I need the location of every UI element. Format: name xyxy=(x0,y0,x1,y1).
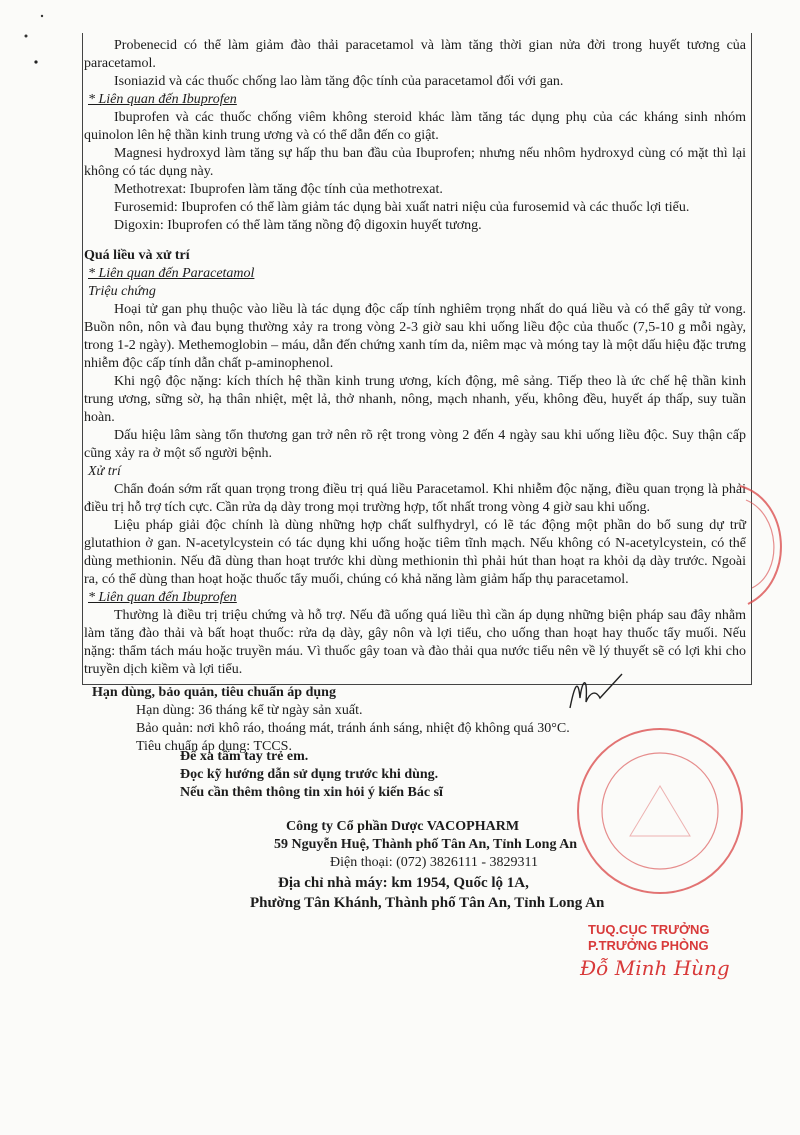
company-address: 59 Nguyễn Huệ, Thành phố Tân An, Tỉnh Long An xyxy=(274,837,578,852)
symptoms-heading: Triệu chứng xyxy=(88,284,156,299)
handwritten-initials xyxy=(560,668,630,718)
company-block xyxy=(250,818,750,912)
company-name: Công ty Cổ phần Dược VACOPHARM xyxy=(286,819,520,834)
leaflet-body xyxy=(84,37,746,679)
symptom-paragraph: Khi ngộ độc nặng: kích thích hệ thần kinh trung ương, kích động, mê sảng. Tiếp theo là ức chế hệ thần kinh trung ương, sững sờ, hạ thân nhiệt, mệt lả, thở nhanh, nông, mạch nhanh, yếu, không đều, huyết áp thấp, suy tuần hoàn. xyxy=(84,374,746,425)
approval-subtitle: P.TRƯỞNG PHÒNG xyxy=(588,938,709,953)
company-phone: Điện thoại: (072) 3826111 - 3829311 xyxy=(330,855,539,870)
treatment-heading: Xử trí xyxy=(88,464,121,479)
treatment-paragraph: Liệu pháp giải độc chính là dùng những hợp chất sulfhydryl, có lẽ tác động một phần do bổ sung dự trữ glutathion ở gan. N-acetylcystein có tác dụng khi uống hoặc tiêm tĩnh mạch. Nếu không có N-acetylcystein, có thể dùng methionin. Nếu đã dùng than hoạt trước khi dùng methionin thì phải hút than hoạt ra khỏi dạ dày trước. Ngoài ra, có thể dùng than hoạt hoặc thuốc tẩy muối, chúng có khả năng làm giảm hấp thụ paracetamol. xyxy=(84,518,746,587)
warning-line: Để xa tầm tay trẻ em. xyxy=(180,749,309,764)
symptom-paragraph: Hoại tử gan phụ thuộc vào liều là tác dụng độc cấp tính nghiêm trọng nhất do quá liều và có thể gây tử vong. Buồn nôn, nôn và đau bụng thường xảy ra trong vòng 2-3 giờ sau khi uống liều độc của thuốc (7,5-10 g mỗi ngày, trong 1-2 ngày). Methemoglobin – máu, dẫn đến chứng xanh tím da, niêm mạc và móng tay là một dấu hiệu đặc trưng nhiễm độc cấp tính dẫn chất p-aminophenol. xyxy=(84,302,746,371)
interaction-probenecid: Probenecid có thể làm giảm đào thải paracetamol và làm tăng thời gian nửa đời trong huyết tương của paracetamol. xyxy=(84,38,746,71)
interaction-magnesi: Magnesi hydroxyd làm tăng sự hấp thu ban đầu của Ibuprofen; nhưng nếu nhôm hydroxyd cùng có mặt thì lại không có tác dụng này. xyxy=(84,146,746,179)
applied-standard: Tiêu chuẩn áp dụng: TCCS. xyxy=(136,739,292,754)
storage-heading: Hạn dùng, bảo quản, tiêu chuẩn áp dụng xyxy=(92,685,336,700)
ibuprofen-interaction-heading: * Liên quan đến Ibuprofen xyxy=(88,92,237,107)
symptom-paragraph: Dấu hiệu lâm sàng tổn thương gan trở nên rõ rệt trong vòng 2 đến 4 ngày sau khi uống liều độc. Suy thận cấp cũng xảy ra ở một số người bệnh. xyxy=(84,428,746,461)
storage-conditions: Bảo quản: nơi khô ráo, thoáng mát, tránh ánh sáng, nhiệt độ không quá 30°C. xyxy=(136,721,570,736)
warning-line: Đọc kỹ hướng dẫn sử dụng trước khi dùng. xyxy=(180,767,439,782)
scan-specks xyxy=(20,10,60,70)
interaction-digoxin: Digoxin: Ibuprofen có thể làm tăng nồng độ digoxin huyết tương. xyxy=(114,218,482,233)
overdose-heading: Quá liều và xử trí xyxy=(84,248,190,263)
approval-signature: Đỗ Minh Hùng xyxy=(580,956,730,980)
treatment-paragraph: Chẩn đoán sớm rất quan trọng trong điều trị quá liều Paracetamol. Khi nhiễm độc nặng, điều quan trọng là phải điều trị hỗ trợ tích cực. Cần rửa dạ dày trong mọi trường hợp, tốt nhất trong vòng 4 giờ sau khi uống. xyxy=(84,482,746,515)
factory-address-line2: Phường Tân Khánh, Thành phố Tân An, Tỉnh Long An xyxy=(250,895,605,911)
interaction-quinolon: Ibuprofen và các thuốc chống viêm không steroid khác làm tăng tác dụng phụ của các kháng sinh nhóm quinolon lên hệ thần kinh trung ương và có thể dẫn đến co giật. xyxy=(84,110,746,143)
ibuprofen-overdose-heading: * Liên quan đến Ibuprofen xyxy=(88,590,237,605)
interaction-methotrexat: Methotrexat: Ibuprofen làm tăng độc tính của methotrexat. xyxy=(114,182,443,197)
warnings-block xyxy=(180,748,740,802)
paracetamol-heading: * Liên quan đến Paracetamol xyxy=(88,266,255,281)
factory-address-line1: Địa chỉ nhà máy: km 1954, Quốc lộ 1A, xyxy=(278,875,529,891)
approval-stamp xyxy=(580,922,758,980)
interaction-furosemid: Furosemid: Ibuprofen có thể làm giảm tác dụng bài xuất natri niệu của furosemid và các thuốc lợi tiểu. xyxy=(114,200,690,215)
interaction-isoniazid: Isoniazid và các thuốc chống lao làm tăng độc tính của paracetamol đối với gan. xyxy=(114,74,564,89)
ibuprofen-overdose-text: Thường là điều trị triệu chứng và hỗ trợ. Nếu đã uống quá liều thì cần áp dụng những biện pháp sau đây nhằm làm tăng đào thải và bất hoạt thuốc: rửa dạ dày, gây nôn và lợi tiểu, cho uống than hoạt hay thuốc tẩy muối. Nếu nặng: thẩm tách máu hoặc truyền máu. Vì thuốc gây toan và đào thải qua nước tiểu nên về lý thuyết sẽ có lợi khi cho truyền dịch kiềm và lợi tiểu. xyxy=(84,608,746,677)
warning-line: Nếu cần thêm thông tin xin hỏi ý kiến Bác sĩ xyxy=(180,785,443,800)
side-stamp xyxy=(730,480,800,610)
approval-title: TUQ.CỤC TRƯỞNG xyxy=(588,922,710,937)
shelf-life: Hạn dùng: 36 tháng kể từ ngày sản xuất. xyxy=(136,703,363,718)
